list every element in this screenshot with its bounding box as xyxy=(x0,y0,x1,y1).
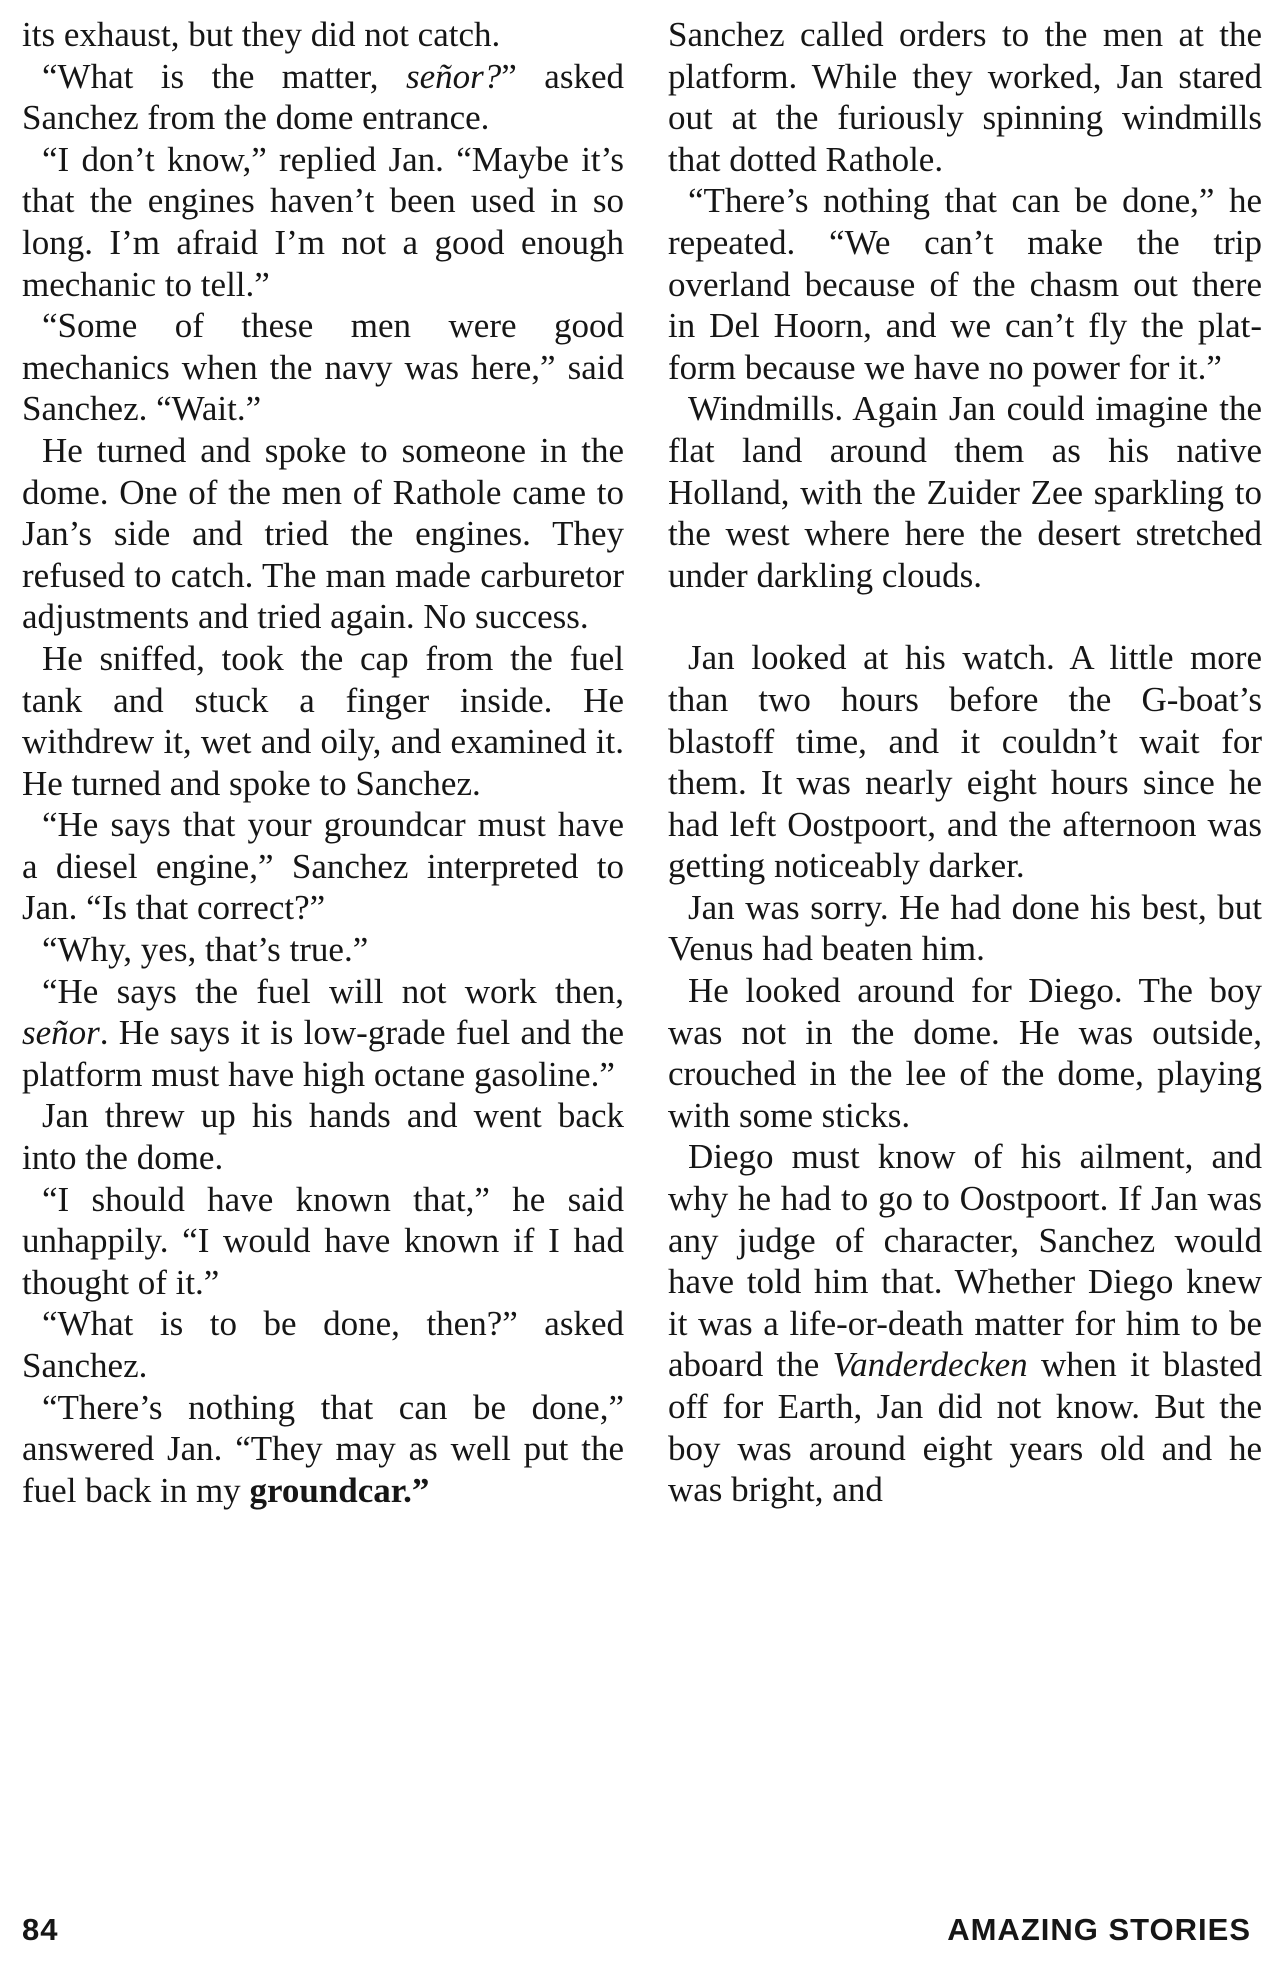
paragraph xyxy=(668,1136,1262,1510)
text-run: when it blasted off for Earth, Jan did not know. But the boy was around eight years old and he was bright, and xyxy=(668,1345,1263,1510)
text-run: Jan looked at his watch. A little more than two hours before the G-boat’s blastoff time, and it couldn’t wait for them. It was nearly eight hours since he had left Oostpoort, and the afternoon was getting noticeably darker. xyxy=(668,638,1262,886)
text-run: Sanchez called orders to the men at the platform. While they worked, Jan stared out at the furiously spinning windmills that dotted Rathole. xyxy=(668,15,1262,179)
text-run: “What is to be done, then?” asked Sanchez. xyxy=(22,1304,624,1385)
paragraph xyxy=(22,1387,624,1512)
left-text-column xyxy=(22,14,624,1511)
italic-text: Vanderdecken xyxy=(832,1345,1028,1385)
text-run: . He says it is low-grade fuel and the platform must have high octane gasoline.” xyxy=(22,1013,624,1094)
paragraph xyxy=(22,14,624,56)
text-run: ” asked Sanchez from the dome entrance. xyxy=(22,56,624,138)
running-title: AMAZING STORIES xyxy=(947,1912,1251,1947)
paragraph xyxy=(22,1095,624,1178)
bold-text: groundcar.” xyxy=(249,1470,430,1510)
paragraph xyxy=(668,637,1262,887)
text-run: “There’s nothing that can be done,” answered Jan. “They may as well put the fuel back in my xyxy=(22,1387,624,1510)
text-run: He turned and spoke to someone in the dome. One of the men of Rathole came to Jan’s side and tried the engines. They refused to catch. The man made carburetor adjustments and tried again. No success. xyxy=(22,430,624,637)
right-text-column xyxy=(668,14,1262,1511)
paragraph xyxy=(22,430,624,638)
italic-text: señor xyxy=(22,1013,100,1053)
text-run: “I don’t know,” replied Jan. “Maybe it’s that the engines haven’t been used in so long. I’m afraid I’m not a good enough mechanic to tell.” xyxy=(22,139,624,304)
text-run: Jan was sorry. He had done his best, but Venus had beaten him. xyxy=(668,887,1262,969)
paragraph xyxy=(668,970,1262,1136)
text-run: Diego must know of his ailment, and why he had to go to Oostpoort. If Jan was any judge of character, Sanchez would have told him that. Whether Diego knew it was a life-or-death matter for him to be aboard the xyxy=(668,1137,1262,1385)
text-run: He looked around for Diego. The boy was not in the dome. He was outside, crouched in the lee of the dome, playing with some sticks. xyxy=(668,971,1262,1135)
text-run: “What is the matter, xyxy=(42,56,407,96)
paragraph xyxy=(22,638,624,804)
text-run: “There’s nothing that can be done,” he repeated. “We can’t make the trip overland because of the chasm out there in Del Hoorn, and we can’t fly the platform because we have no power for it.” xyxy=(668,181,1262,387)
paragraph xyxy=(22,56,624,139)
page-number: 84 xyxy=(22,1912,59,1947)
paragraph xyxy=(668,388,1262,596)
text-run: “I should have known that,” he said unhappily. “I would have known if I had thought of it.” xyxy=(22,1179,624,1302)
paragraph xyxy=(22,139,624,305)
paragraph xyxy=(668,14,1262,180)
text-run: Jan threw up his hands and went back into the dome. xyxy=(22,1096,624,1178)
text-run: its exhaust, but they did not catch. xyxy=(22,15,501,54)
paragraph xyxy=(22,1303,624,1386)
paragraph xyxy=(22,305,624,430)
text-run: “Some of these men were good mechanics when the navy was here,” said Sanchez. “Wait.” xyxy=(22,306,624,429)
paragraph xyxy=(22,1179,624,1304)
paragraph xyxy=(22,971,624,1096)
text-run: “Why, yes, that’s true.” xyxy=(42,930,369,970)
text-run: “He says the fuel will not work then, xyxy=(42,971,624,1011)
text-run: He sniffed, took the cap from the fuel tank and stuck a finger inside. He withdrew it, wet and oily, and examined it. He turned and spoke to Sanchez. xyxy=(22,638,624,803)
paragraph xyxy=(668,180,1262,388)
paragraph xyxy=(22,929,624,971)
italic-text: señor? xyxy=(406,56,502,96)
text-run: “He says that your groundcar must have a diesel engine,” Sanchez interpreted to Jan. “Is that correct?” xyxy=(22,805,624,928)
paragraph xyxy=(668,887,1262,970)
paragraph xyxy=(22,804,624,929)
text-run: Windmills. Again Jan could imagine the flat land around them as his native Holland, with the Zuider Zee sparkling to the west where here the desert stretched under darkling clouds. xyxy=(668,389,1262,595)
